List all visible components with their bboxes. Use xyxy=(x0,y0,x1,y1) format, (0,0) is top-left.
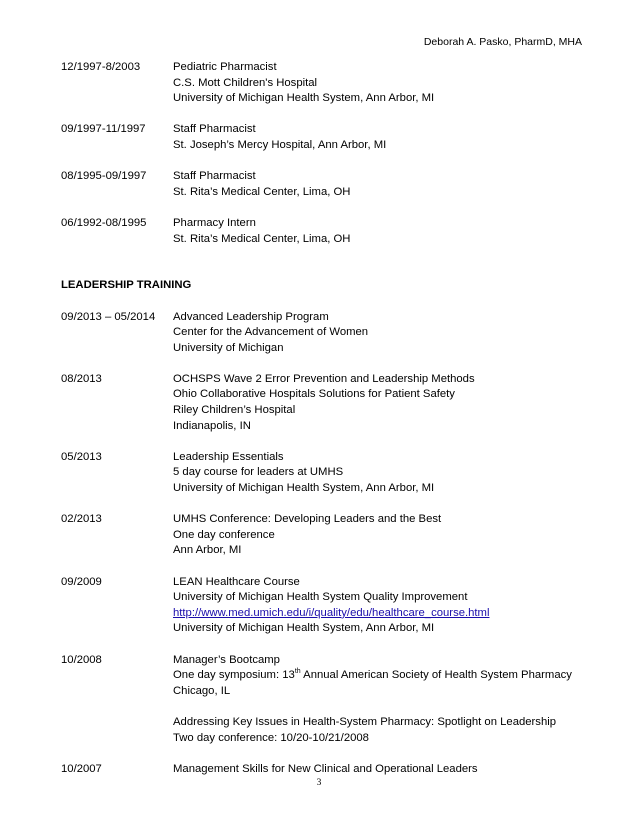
entry-date: 08/1995-09/1997 xyxy=(61,170,147,183)
entry-date: 12/1997-8/2003 xyxy=(61,61,141,73)
symposium-text: One day symposium: 13 xyxy=(173,669,295,682)
entry-line xyxy=(173,668,581,684)
section-heading: LEADERSHIP TRAINING xyxy=(61,279,192,292)
entry-line: Riley Children’s Hospital xyxy=(173,404,296,417)
training-entry xyxy=(61,310,581,357)
experience-entry xyxy=(61,122,581,153)
entry-title: Leadership Essentials xyxy=(173,450,284,463)
entry-title: Pediatric Pharmacist xyxy=(173,61,277,73)
entry-title: Staff Pharmacist xyxy=(173,123,256,136)
symposium-text: Annual American Society of Health System Pharmacy xyxy=(300,669,572,682)
entry-date: 02/2013 xyxy=(61,513,102,526)
training-entry xyxy=(61,762,581,778)
training-entry xyxy=(61,372,581,434)
entry-line: Ann Arbor, MI xyxy=(173,544,242,557)
entry-line: Chicago, IL xyxy=(173,684,231,697)
resume-content xyxy=(61,60,581,777)
entry-line: University of Michigan xyxy=(173,341,284,354)
entry-date: 10/2008 xyxy=(61,653,102,666)
entry-line: St. Rita’s Medical Center, Lima, OH xyxy=(173,232,351,245)
entry-date: 09/2013 – 05/2014 xyxy=(61,310,156,323)
experience-entry xyxy=(61,169,581,200)
entry-title: LEAN Healthcare Course xyxy=(173,575,300,588)
entry-line: Ohio Collaborative Hospitals Solutions for Patient Safety xyxy=(173,388,455,401)
entry-date: 09/1997-11/1997 xyxy=(61,123,146,136)
entry-title: Management Skills for New Clinical and Operational Leaders xyxy=(173,762,478,775)
training-entry xyxy=(61,512,581,559)
entry-line: University of Michigan Health System Quality Improvement xyxy=(173,591,468,604)
entry-line: University of Michigan Health System, Ann Arbor, MI xyxy=(173,622,435,635)
entry-date: 10/2007 xyxy=(61,762,102,775)
entry-title: Staff Pharmacist xyxy=(173,170,256,183)
entry-line: St. Rita’s Medical Center, Lima, OH xyxy=(173,185,351,198)
experience-entry xyxy=(61,216,581,247)
entry-date: 08/2013 xyxy=(61,372,102,385)
training-entry xyxy=(61,575,581,637)
entry-title: Pharmacy Intern xyxy=(173,216,256,229)
entry-line: Center for the Advancement of Women xyxy=(173,326,369,339)
ordinal-suffix: th xyxy=(294,668,301,676)
entry-line: Two day conference: 10/20-10/21/2008 xyxy=(173,731,369,744)
course-link[interactable]: http://www.med.umich.edu/i/quality/edu/healthcare_course.html xyxy=(173,606,490,619)
entry-title: Advanced Leadership Program xyxy=(173,310,329,323)
entry-title: UMHS Conference: Developing Leaders and the Best xyxy=(173,513,442,526)
entry-line: One day conference xyxy=(173,528,275,541)
page-number: 3 xyxy=(316,778,322,788)
entry-line: University of Michigan Health System, Ann Arbor, MI xyxy=(173,482,435,495)
training-entry xyxy=(61,653,581,747)
entry-line: C.S. Mott Children's Hospital xyxy=(173,76,318,89)
entry-line: 5 day course for leaders at UMHS xyxy=(173,466,344,479)
entry-date: 06/1992-08/1995 xyxy=(61,216,147,229)
running-header: Deborah A. Pasko, PharmD, MHA xyxy=(423,36,582,48)
entry-line: Indianapolis, IN xyxy=(173,419,251,432)
entry-line: University of Michigan Health System, Ann Arbor, MI xyxy=(173,92,435,105)
entry-line: St. Joseph’s Mercy Hospital, Ann Arbor, MI xyxy=(173,138,387,151)
entry-date: 05/2013 xyxy=(61,450,102,463)
entry-title: OCHSPS Wave 2 Error Prevention and Leadership Methods xyxy=(173,372,475,385)
entry-date: 09/2009 xyxy=(61,575,102,588)
experience-entry xyxy=(61,60,581,107)
entry-line: Addressing Key Issues in Health-System Pharmacy: Spotlight on Leadership xyxy=(173,715,557,728)
entry-title: Manager’s Bootcamp xyxy=(173,653,280,666)
training-entry xyxy=(61,450,581,497)
